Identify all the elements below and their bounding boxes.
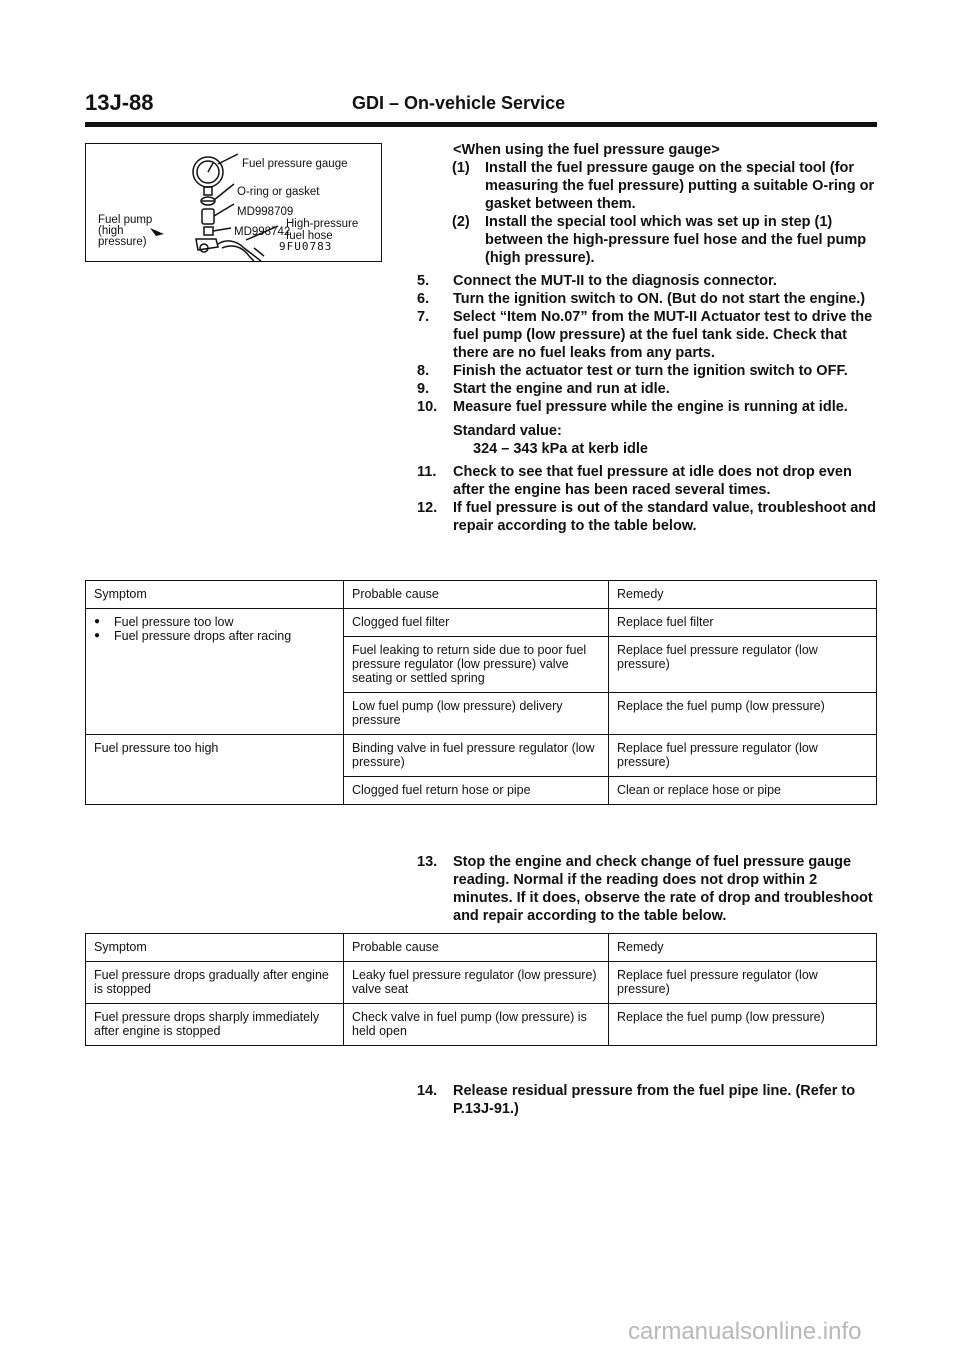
step-13 [417,853,877,925]
remedy-cell: Replace the fuel pump (low pressure) [609,1004,877,1046]
step-12 [417,499,877,535]
cause-cell: Binding valve in fuel pressure regulator (low pressure) [344,735,609,777]
step-text: Start the engine and run at idle. [453,381,670,397]
page-title: GDI – On-vehicle Service [352,93,566,113]
substep-2 [417,213,877,267]
step-11 [417,463,877,499]
standard-value-label: Standard value: [453,423,562,439]
step-number: 13. [417,854,438,870]
step-number: 12. [417,500,438,516]
step-10 [417,398,877,416]
header-remedy: Remedy [609,934,877,962]
header-symptom: Symptom [86,934,344,962]
symptom-bullet: ● Fuel pressure too low [94,615,337,629]
step-text: Measure fuel pressure while the engine is running at idle. [453,399,848,415]
when-using-gauge: <When using the fuel pressure gauge> [453,142,720,158]
remedy-cell: Replace fuel filter [609,609,877,637]
symptom-cell [86,609,344,735]
step-14 [417,1082,877,1118]
step-number: 11. [417,464,437,480]
step-text: Select “Item No.07” from the MUT-II Actuator test to drive the fuel pump (low pressure) at the fuel tank side. Check that there are no fuel leaks from any parts. [453,309,873,361]
label-fuel-pressure-gauge: Fuel pressure gauge [242,158,348,170]
table-row [86,609,877,637]
header-symptom: Symptom [86,581,344,609]
symptom-cell: Fuel pressure drops sharply immediately after engine is stopped [86,1004,344,1046]
label-fuel-pump: Fuel pump [98,214,153,226]
header-cause: Probable cause [344,934,609,962]
table-row [86,735,877,777]
fuel-gauge-figure [85,143,382,262]
label-md998709: MD998709 [237,206,294,218]
cause-cell: Check valve in fuel pump (low pressure) is held open [344,1004,609,1046]
standard-value: 324 – 343 kPa at kerb idle [473,441,648,457]
remedy-cell: Replace fuel pressure regulator (low pressure) [609,637,877,693]
troubleshoot-table-1 [85,580,877,805]
step-text: Finish the actuator test or turn the ignition switch to OFF. [453,363,848,379]
symptom-bullet: ● Fuel pressure drops after racing [94,629,337,643]
table-header-row [86,934,877,962]
label-fuel-hose: fuel hose [286,230,333,242]
remedy-cell: Clean or replace hose or pipe [609,777,877,805]
label-fuel-pump-high: (high [98,225,124,237]
remedy-cell: Replace fuel pressure regulator (low pressure) [609,962,877,1004]
step-number: 5. [417,273,430,289]
table-row [86,1004,877,1046]
step-text: Stop the engine and check change of fuel pressure gauge reading. Normal if the reading does not drop within 2 minutes. If it does, observe the rate of drop and troubleshoot and repair according to the table below. [453,854,873,924]
table-header-row [86,581,877,609]
step-text: If fuel pressure is out of the standard value, troubleshoot and repair according to the table below. [453,500,876,534]
step-number: 9. [417,381,430,397]
page-number: 13J-88 [85,90,154,115]
cause-cell: Leaky fuel pressure regulator (low pressure) valve seat [344,962,609,1004]
label-oring: O-ring or gasket [237,186,320,198]
remedy-cell: Replace the fuel pump (low pressure) [609,693,877,735]
remedy-cell: Replace fuel pressure regulator (low pressure) [609,735,877,777]
cause-cell: Fuel leaking to return side due to poor fuel pressure regulator (low pressure) valve seating or settled spring [344,637,609,693]
cause-cell: Clogged fuel filter [344,609,609,637]
header-cause: Probable cause [344,581,609,609]
step-7 [417,308,877,362]
header-remedy: Remedy [609,581,877,609]
step-text: Turn the ignition switch to ON. (But do not start the engine.) [453,291,866,307]
troubleshoot-table-2 [85,933,877,1046]
step-6 [417,290,877,308]
substep-1 [417,159,877,213]
step-text: Connect the MUT-II to the diagnosis connector. [453,273,777,289]
symptom-cell: Fuel pressure drops gradually after engine is stopped [86,962,344,1004]
step-text: Check to see that fuel pressure at idle does not drop even after the engine has been raced several times. [453,464,852,498]
step-text: Release residual pressure from the fuel pipe line. (Refer to P.13J-91.) [453,1083,856,1117]
cause-cell: Clogged fuel return hose or pipe [344,777,609,805]
label-high-pressure: High-pressure [286,218,359,230]
step-5 [417,272,877,290]
header-rule [85,122,877,127]
symptom-cell: Fuel pressure too high [86,735,344,805]
step-number: 10. [417,399,438,415]
step-number: 6. [417,291,430,307]
watermark: carmanualsonline.info [628,1318,862,1345]
figure-code: 9FU0783 [279,240,333,253]
instructions [417,141,877,535]
label-fuel-pump-pressure: pressure) [98,236,147,248]
step-number: 8. [417,363,430,379]
substep-number: (1) [452,160,470,176]
cause-cell: Low fuel pump (low pressure) delivery pressure [344,693,609,735]
step-number: 7. [417,309,430,325]
step-9 [417,380,877,398]
substep-text: Install the special tool which was set up in step (1) between the high-pressure fuel hose and the fuel pump (high pressure). [485,214,867,266]
substep-text: Install the fuel pressure gauge on the special tool (for measuring the fuel pressure) putting a suitable O-ring or gasket between them. [485,160,875,212]
step-8 [417,362,877,380]
step-number: 14. [417,1083,438,1099]
label-md998742: MD998742 [234,226,291,238]
substep-number: (2) [452,214,470,230]
table-row [86,962,877,1004]
